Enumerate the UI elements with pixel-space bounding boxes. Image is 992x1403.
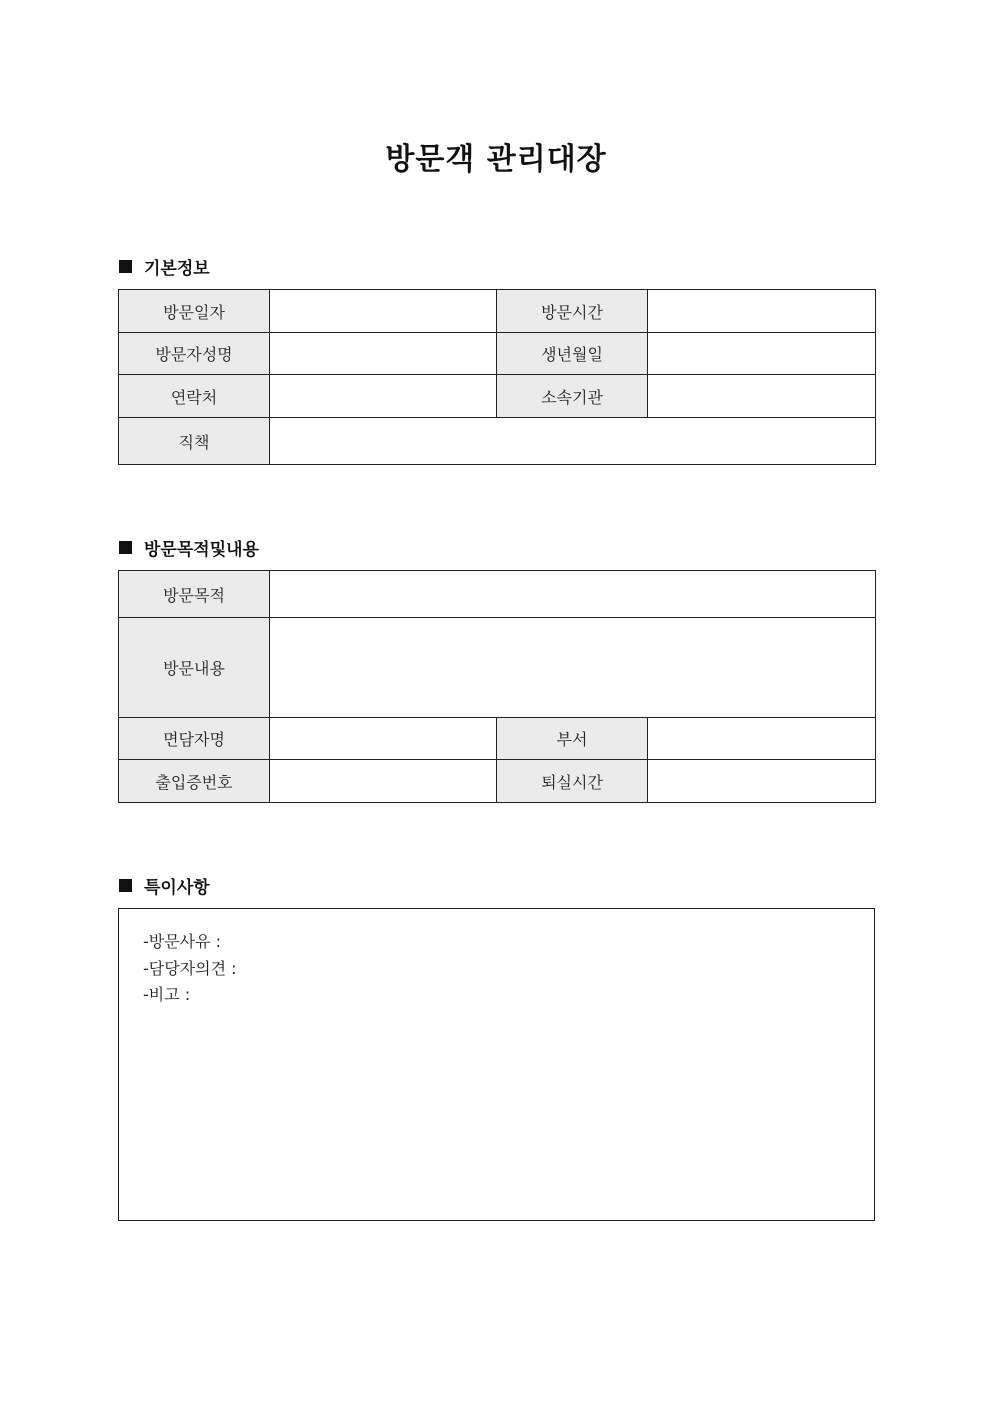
section-heading-label: 특이사항 xyxy=(144,878,210,898)
birth-date-field[interactable] xyxy=(648,333,876,375)
remarks-lines xyxy=(143,929,237,1009)
remarks-line-visit-reason: -방문사유 : xyxy=(143,932,222,951)
visitor-name-label: 방문자성명 xyxy=(119,333,270,375)
section-heading-remarks xyxy=(119,873,210,898)
position-field[interactable] xyxy=(270,418,876,465)
interviewer-name-field[interactable] xyxy=(270,718,497,760)
visit-purpose-label: 방문목적 xyxy=(119,571,270,618)
visit-time-field[interactable] xyxy=(648,290,876,333)
visit-content-field[interactable] xyxy=(270,618,876,718)
black-square-icon xyxy=(119,260,132,273)
pass-number-label: 출입증번호 xyxy=(119,760,270,803)
table-row xyxy=(119,418,876,465)
contact-label: 연락처 xyxy=(119,375,270,418)
interviewer-name-label: 면담자명 xyxy=(119,718,270,760)
remarks-line-staff-opinion: -담당자의견 : xyxy=(143,958,237,978)
visit-purpose-table xyxy=(118,570,876,803)
table-row xyxy=(119,571,876,618)
checkout-time-label: 퇴실시간 xyxy=(497,760,648,803)
table-row xyxy=(119,290,876,333)
table-row xyxy=(119,760,876,803)
contact-field[interactable] xyxy=(270,375,497,418)
visit-date-field[interactable] xyxy=(270,290,497,333)
section-heading-visit-purpose xyxy=(119,535,259,560)
department-field[interactable] xyxy=(648,718,876,760)
organization-field[interactable] xyxy=(648,375,876,418)
table-row xyxy=(119,618,876,718)
black-square-icon xyxy=(119,879,132,892)
visit-date-label: 방문일자 xyxy=(119,290,270,333)
visit-purpose-field[interactable] xyxy=(270,571,876,618)
visit-time-label: 방문시간 xyxy=(497,290,648,333)
visit-content-label: 방문내용 xyxy=(119,618,270,718)
basic-info-table xyxy=(118,289,876,465)
visitor-name-field[interactable] xyxy=(270,333,497,375)
table-row xyxy=(119,333,876,375)
remarks-textarea[interactable] xyxy=(118,908,875,1221)
black-square-icon xyxy=(119,541,132,554)
remarks-line-note: -비고 : xyxy=(143,985,191,1004)
section-heading-label: 방문목적및내용 xyxy=(144,540,259,560)
birth-date-label: 생년월일 xyxy=(497,333,648,375)
department-label: 부서 xyxy=(497,718,648,760)
pass-number-field[interactable] xyxy=(270,760,497,803)
section-heading-basic-info xyxy=(119,254,210,279)
organization-label: 소속기관 xyxy=(497,375,648,418)
table-row xyxy=(119,718,876,760)
section-heading-label: 기본정보 xyxy=(144,259,210,279)
page-title: 방문객 관리대장 xyxy=(385,142,607,177)
position-label: 직책 xyxy=(119,418,270,465)
checkout-time-field[interactable] xyxy=(648,760,876,803)
table-row xyxy=(119,375,876,418)
